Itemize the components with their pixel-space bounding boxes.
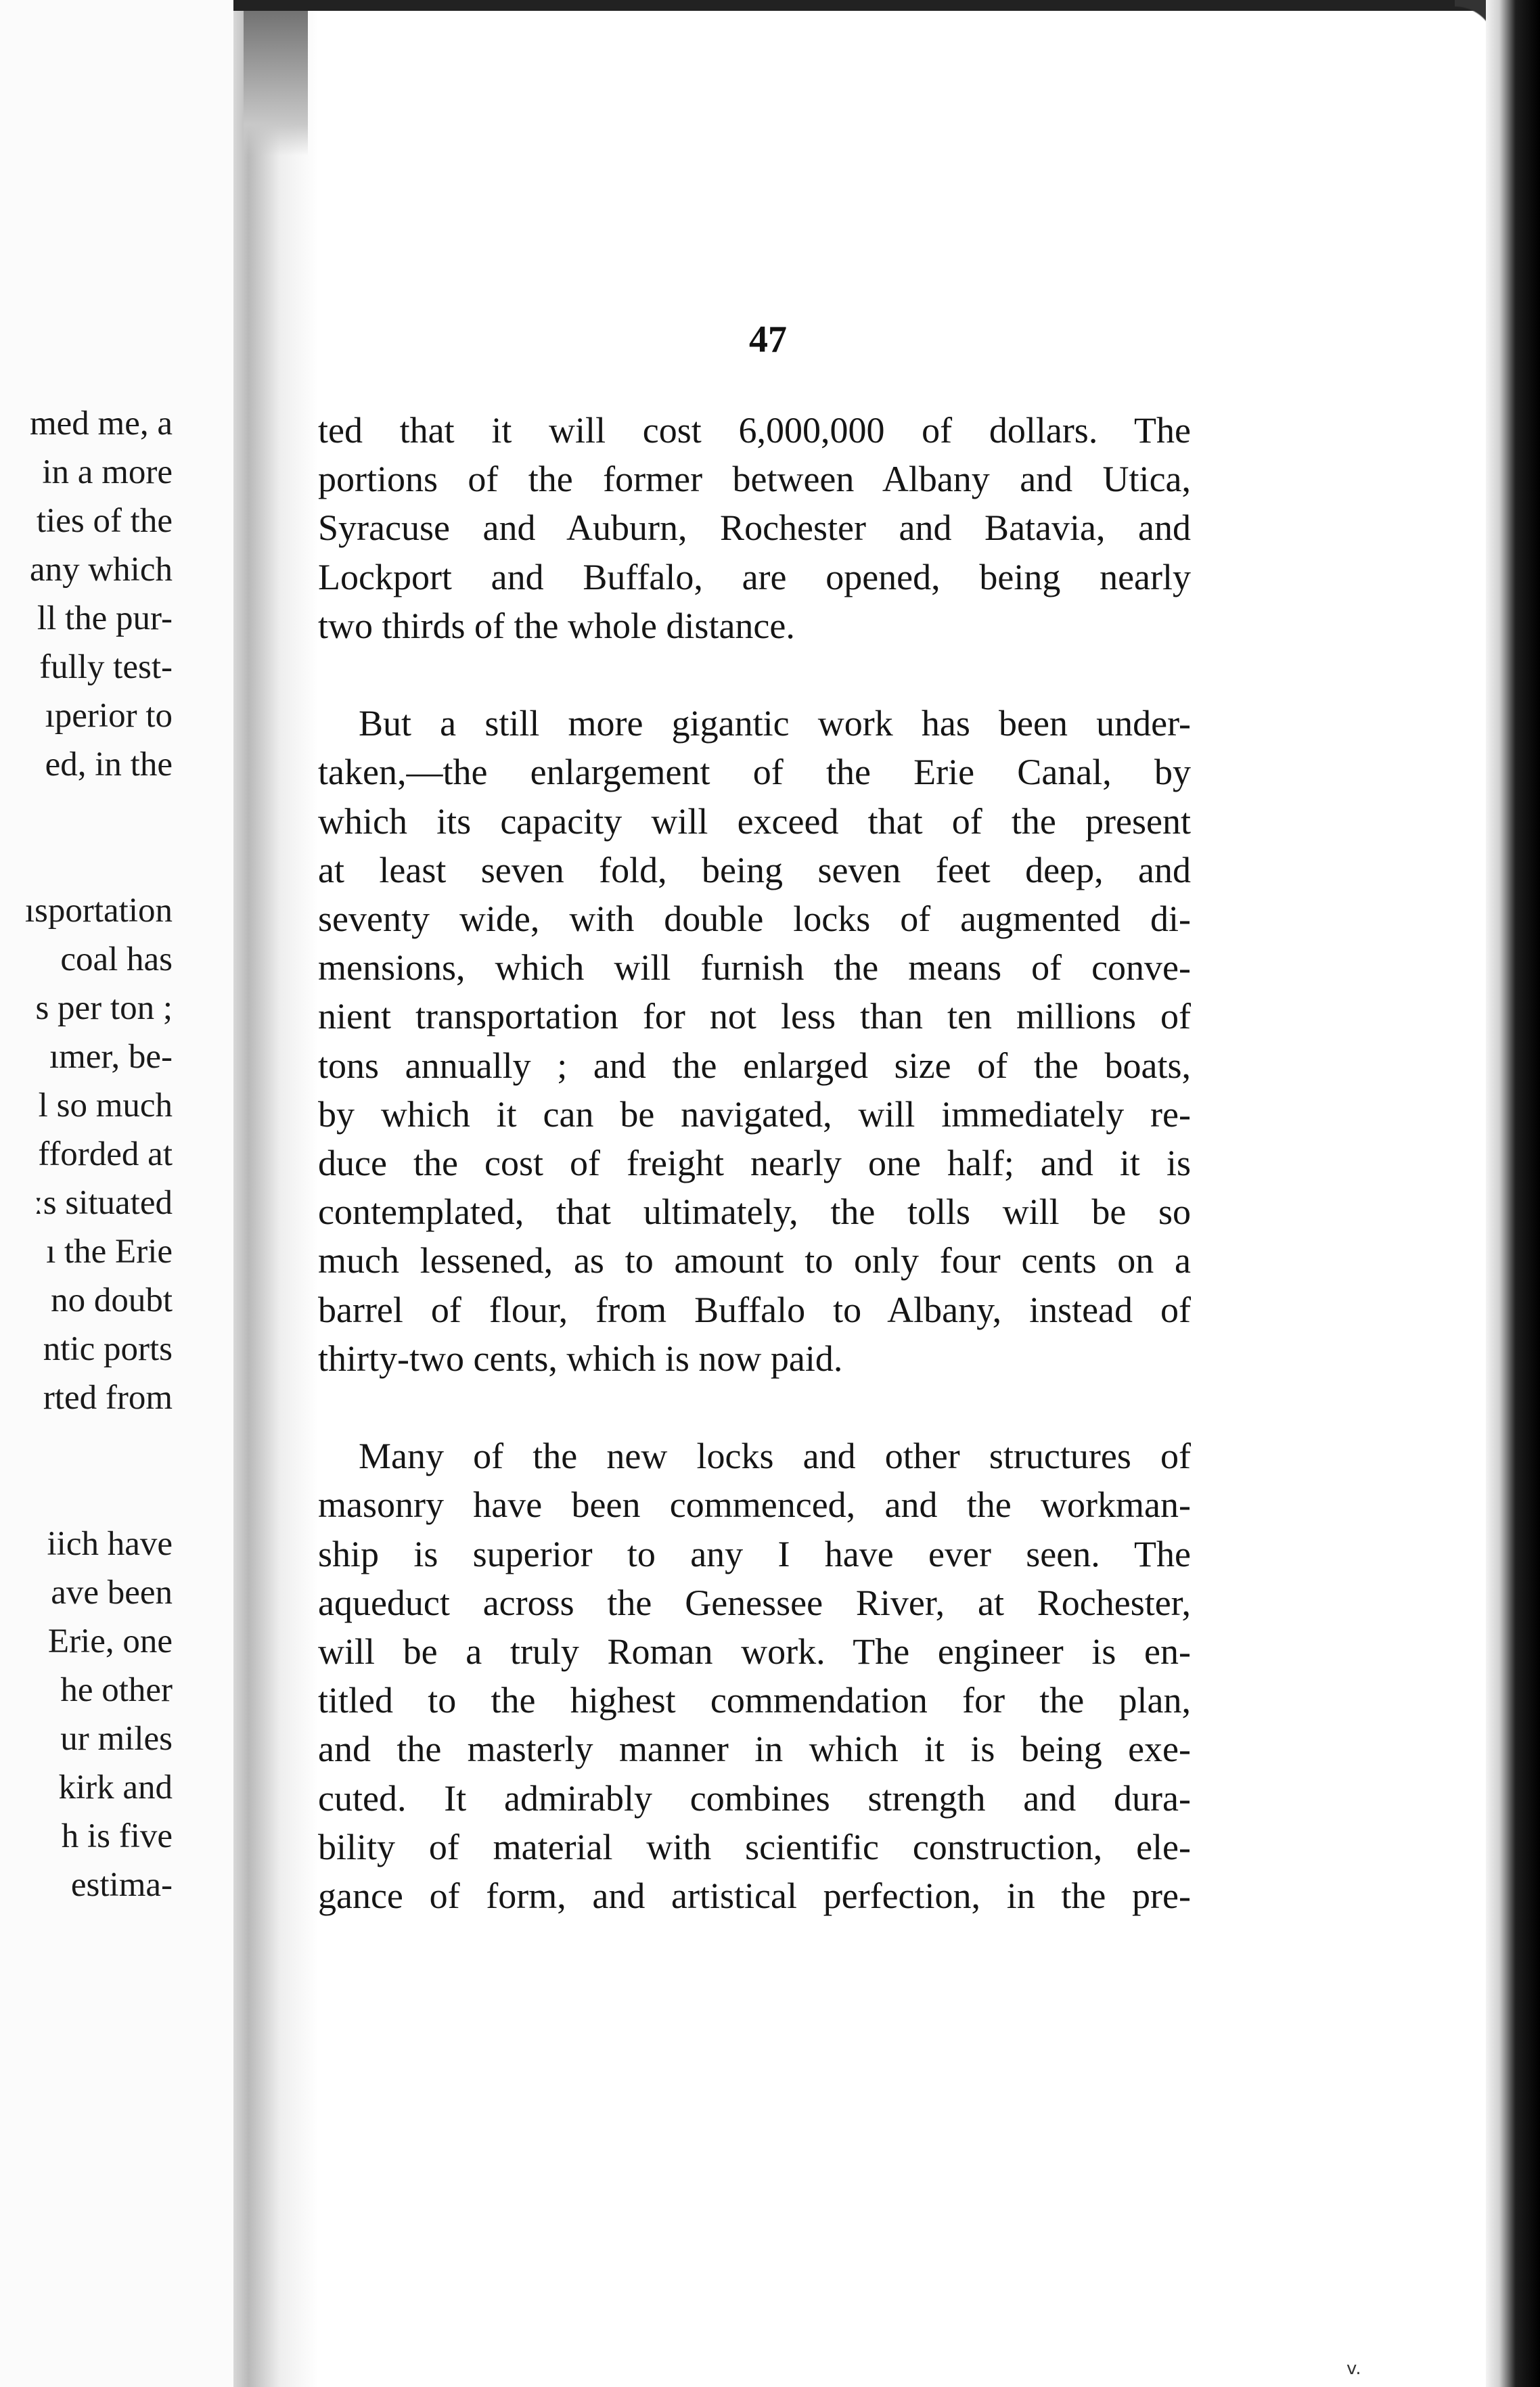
main-page: [318, 0, 1486, 2387]
left-page-line: ısportation: [24, 892, 173, 930]
left-page-line: any which: [29, 551, 173, 589]
bottom-mark: v.: [1346, 2359, 1361, 2379]
left-page-line: in a more: [42, 453, 173, 491]
left-page-line: s per ton ;: [35, 989, 173, 1027]
left-page-line: ties of the: [36, 502, 173, 540]
left-page-line: ll the pur-: [37, 599, 173, 637]
left-page-line: fully test-: [39, 648, 173, 686]
text-line: mensions, which will furnish the means of conve-: [318, 947, 1191, 988]
text-line: gance of form, and artistical perfection, in the pre-: [318, 1876, 1191, 1916]
text-line: two thirds of the whole distance.: [318, 605, 795, 646]
text-line: duce the cost of freight nearly one half; and it is: [318, 1143, 1191, 1183]
text-line: at least seven fold, being seven feet deep, and: [318, 849, 1191, 890]
left-page-line: ı the Erie: [46, 1233, 173, 1271]
gutter-shadow: [244, 0, 308, 156]
text-line: seventy wide, with double locks of augmented di-: [318, 899, 1191, 939]
text-line: But a still more gigantic work has been under-: [359, 703, 1191, 744]
left-page-line: coal has: [60, 940, 173, 978]
text-line: and the masterly manner in which it is being exe-: [318, 1729, 1191, 1770]
left-page-line: kirk and: [58, 1769, 173, 1806]
text-line: Syracuse and Auburn, Rochester and Batavia, and: [318, 507, 1191, 549]
left-page-line: ımer, be-: [49, 1038, 173, 1076]
left-page-line: ıperior to: [45, 697, 173, 735]
left-page-line: he other: [60, 1671, 173, 1709]
text-line: thirty-two cents, which is now paid.: [318, 1338, 843, 1379]
left-page-line: rted from: [43, 1379, 173, 1417]
text-line: contemplated, that ultimately, the tolls will be so: [318, 1191, 1191, 1233]
text-line: Lockport and Buffalo, are opened, being nearly: [318, 556, 1191, 597]
left-page-line: med me, a: [30, 405, 173, 442]
left-page-line: ntic ports: [43, 1330, 173, 1368]
left-page-line: fforded at: [38, 1135, 173, 1173]
text-line: which its capacity will exceed that of the present: [318, 800, 1191, 842]
left-page-line: ave been: [51, 1574, 173, 1612]
text-line: titled to the highest commendation for the plan,: [318, 1680, 1191, 1721]
left-facing-page: [0, 0, 233, 2387]
left-page-line: ur miles: [60, 1720, 173, 1758]
left-page-line: l so much: [38, 1087, 173, 1124]
text-line: cuted. It admirably combines strength and dura-: [318, 1777, 1191, 1819]
text-line: barrel of flour, from Buffalo to Albany, instead of: [318, 1289, 1191, 1330]
text-line: portions of the former between Albany and Utica,: [318, 459, 1191, 500]
text-line: ship is superior to any I have ever seen. The: [318, 1533, 1191, 1574]
text-line: aqueduct across the Genessee River, at Rochester,: [318, 1582, 1191, 1623]
left-page-line: Erie, one: [47, 1622, 173, 1660]
text-line: tons annually ; and the enlarged size of the boats,: [318, 1045, 1191, 1086]
binding-edge: [1486, 0, 1540, 2387]
left-page-line: ed, in the: [45, 746, 173, 783]
text-line: taken,—the enlargement of the Erie Canal, by: [318, 752, 1191, 793]
page-number: 47: [749, 319, 787, 361]
left-page-line: estima-: [70, 1866, 173, 1904]
left-page-line: h is five: [61, 1817, 173, 1855]
text-line: ted that it will cost 6,000,000 of dollars. The: [318, 410, 1191, 451]
text-line: will be a truly Roman work. The engineer is en-: [318, 1631, 1191, 1672]
text-line: nient transportation for not less than ten millions of: [318, 996, 1191, 1037]
text-line: Many of the new locks and other structures of: [359, 1436, 1191, 1477]
page-gutter: [233, 0, 318, 2387]
text-line: masonry have been commenced, and the workman-: [318, 1484, 1191, 1526]
left-page-line: ːs situated: [33, 1184, 173, 1222]
left-page-line: iich have: [47, 1525, 173, 1563]
text-line: bility of material with scientific construction, ele-: [318, 1826, 1191, 1867]
left-page-line: no doubt: [51, 1281, 173, 1319]
text-line: much lessened, as to amount to only four cents on a: [318, 1240, 1191, 1281]
text-line: by which it can be navigated, will immediately re-: [318, 1093, 1191, 1135]
